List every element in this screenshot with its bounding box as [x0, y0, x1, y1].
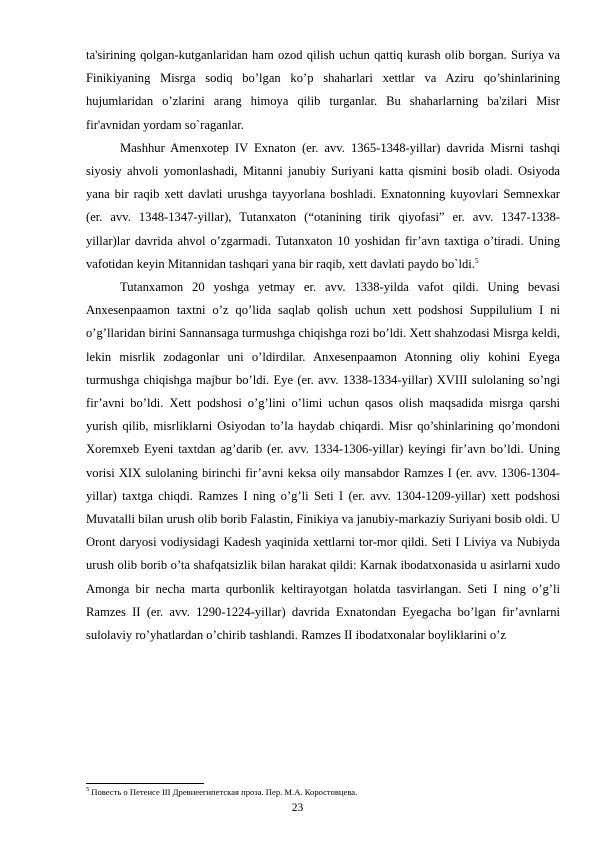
- footnote-separator: [86, 783, 204, 784]
- footnote: [86, 786, 560, 798]
- paragraph-2: [86, 137, 560, 276]
- body-text: [86, 44, 560, 647]
- footnote-number: 5: [86, 786, 90, 794]
- paragraph-1: ta'sirining qolgan-kutganlaridan ham ozod qilish uchun qattiq kurash olib borgan. Suriya va Finikiyaning Misrga sodiq bo’lgan ko’p shaharlari xettlar va Aziru qo’shinlarining hujumlaridan o’zlarini arang himoya qilib turganlar. Bu shaharlarning ba'zilari Misr fir'avnidan yordam so`raganlar.: [86, 48, 560, 132]
- footnote-text: Повесть о Петеисе III Древнеегипетская проза. Пер. М.А. Коростовцева.: [91, 787, 358, 797]
- page-number: 23: [291, 802, 304, 814]
- footnote-reference[interactable]: 5: [474, 255, 479, 265]
- paragraph-2-text: Mashhur Amenxotep IV Exnaton (er. avv. 1365-1348-yillar) davrida Misrni tashqi siyosiy ahvoli yomonlashadi, Mitanni janubiy Suriyani katta qismini bosib oladi. Osiyoda yana bir raqib xett davlati urushga tayyorlana boshladi. Exnatonning kuyovlari Semnexkar (er. avv. 1348-1347-yillar), Tutanxaton (“otanining tirik qiyofasi” er. avv. 1347-1338-yillar)lar davrida ahvol o’zgarmadi. Tutanxaton 10 yoshidan fir’avn taxtiga o’tiradi. Uning vafotidan keyin Mitannidan tashqari yana bir raqib, xett davlati paydo bo`ldi.: [86, 140, 560, 271]
- paragraph-3: Tutanxamon 20 yoshga yetmay er. avv. 1338-yilda vafot qildi. Uning bevasi Anxesenpaamon taxtni o’z qo’lida saqlab qolish uchun xett podshosi Suppilulium I ni o’g’llaridan birini Sannansaga turmushga chiqishga rozi bo’ldi. Xett shahzodasi Misrga keldi, lekin misrlik zodagonlar uni o’ldirdilar. Anxesenpaamon Atonning oliy kohini Eyega turmushga chiqishga majbur bo’ldi. Eye (er. avv. 1338-1334-yillar) XVIII sulolaning so’ngi fir’avni bo’ldi. Xett podshosi o’g’lini o’limi uchun qasos olish maqsadida misrga qarshi yurish qilib, misrliklarni Osiyodan to’la haydab chiqardi. Misr qo’shinlarining qo’mondoni Xoremxeb Eyeni taxtdan ag’darib (er. avv. 1334-1306-yillar) keyingi fir’avn bo’ldi. Uning vorisi XIX sulolaning birinchi fir’avni keksa oily mansabdor Ramzes I (er. avv. 1306-1304-yillar) taxtga chiqdi. Ramzes I ning o’g’li Seti I (er. avv. 1304-1209-yillar) xett podshosi Muvatalli bilan urush olib borib Falastin, Finikiya va janubiy-markaziy Suriyani bosib oldi. U Oront daryosi vodiysidagi Kadesh yaqinida xettlarni tor-mor qildi. Seti I Liviya va Nubiyda urush olib borib o’ta shafqatsizlik bilan harakat qildi: Karnak ibodatxonasida u asirlarni xudo Amonga bir necha marta qurbonlik keltirayotgan holatda tasvirlangan. Seti I ning o’g’li Ramzes II (er. avv. 1290-1224-yillar) davrida Exnatondan Eyegacha bo’lgan fir’avnlarni sulolaviy ro’yhatlardan o’chirib tashlandi. Ramzes II ibodatxonalar boyliklarini o’z: [86, 280, 560, 643]
